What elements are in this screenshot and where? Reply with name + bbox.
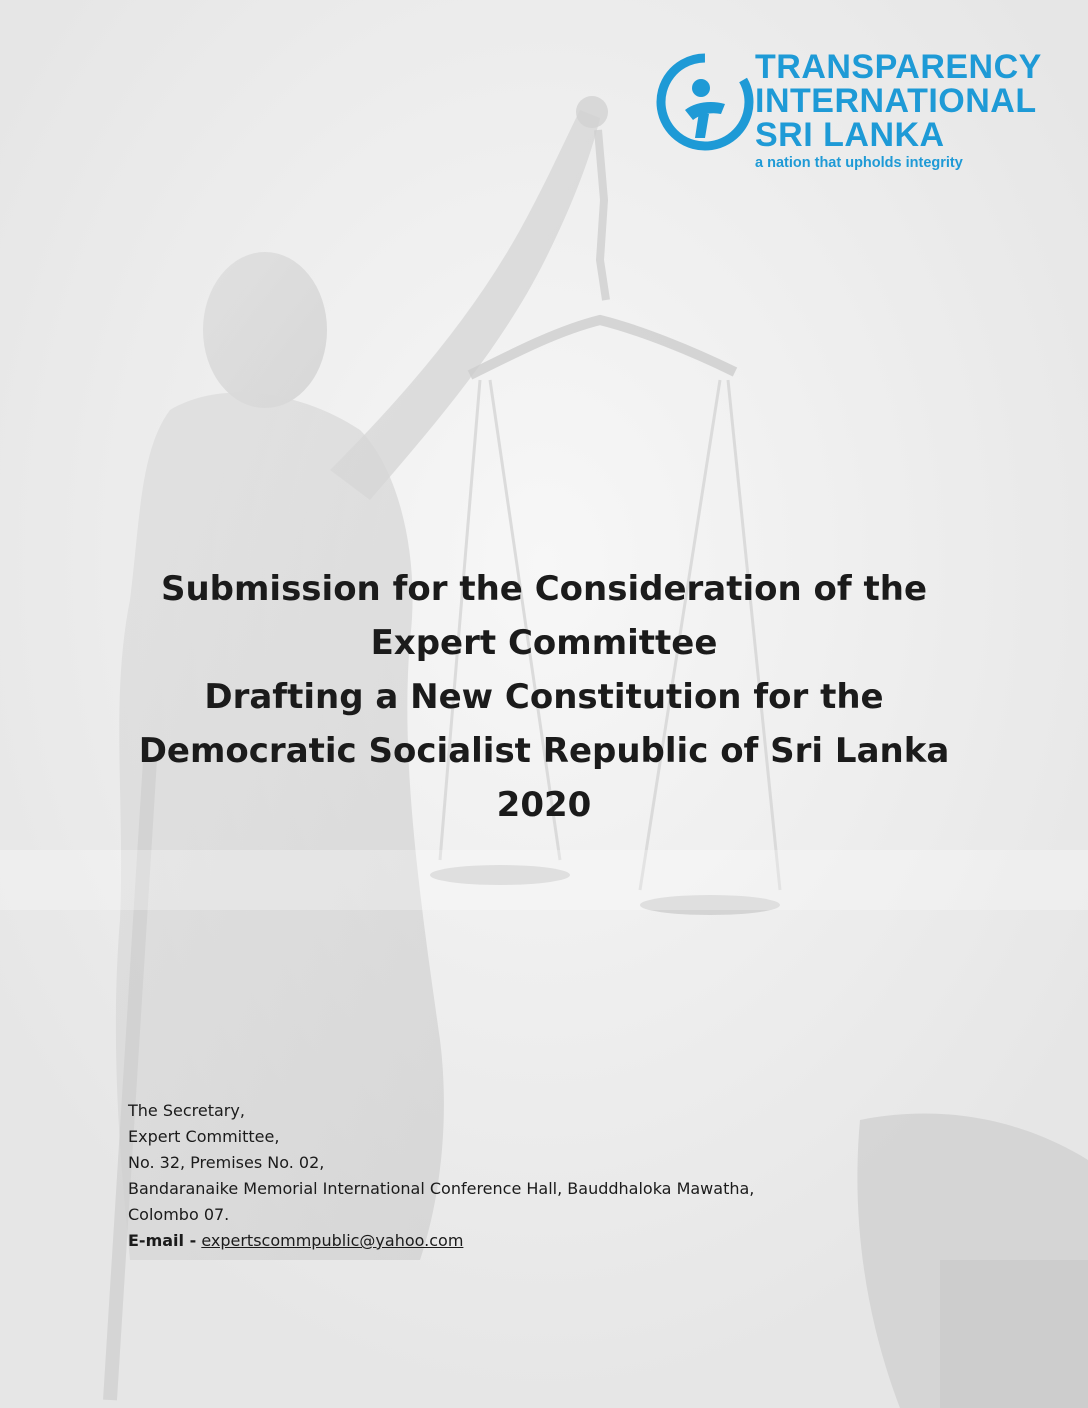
title-line-1: Submission for the Consideration of the [160,569,928,609]
logo-tagline: a nation that upholds integrity [755,155,963,171]
address-line-4: Bandaranaike Memorial International Conference Hall, Bauddhaloka Mawatha, [128,1179,755,1198]
logo-wordmark-line-2: INTERNATIONAL [755,82,1037,120]
transparency-international-mark-icon [655,52,755,152]
address-line-3: No. 32, Premises No. 02, [128,1153,325,1172]
email-row [128,1228,754,1254]
address-line-2: Expert Committee, [128,1127,280,1146]
email-label: E-mail - [128,1231,197,1250]
address-line-1: The Secretary, [128,1101,245,1120]
document-title [0,562,1088,832]
transparency-international-logo [655,48,1065,178]
title-line-2: Expert Committee [370,623,718,663]
title-line-3: Drafting a New Constitution for the [204,677,884,717]
logo-wordmark-line-1: TRANSPARENCY [755,48,1042,86]
email-link[interactable]: expertscommpublic@yahoo.com [201,1231,464,1250]
recipient-address [128,1098,754,1254]
address-line-5: Colombo 07. [128,1205,230,1224]
logo-wordmark-line-3: SRI LANKA [755,116,945,154]
title-line-4: Democratic Socialist Republic of Sri Lanka [138,731,950,771]
title-line-5: 2020 [496,785,592,825]
